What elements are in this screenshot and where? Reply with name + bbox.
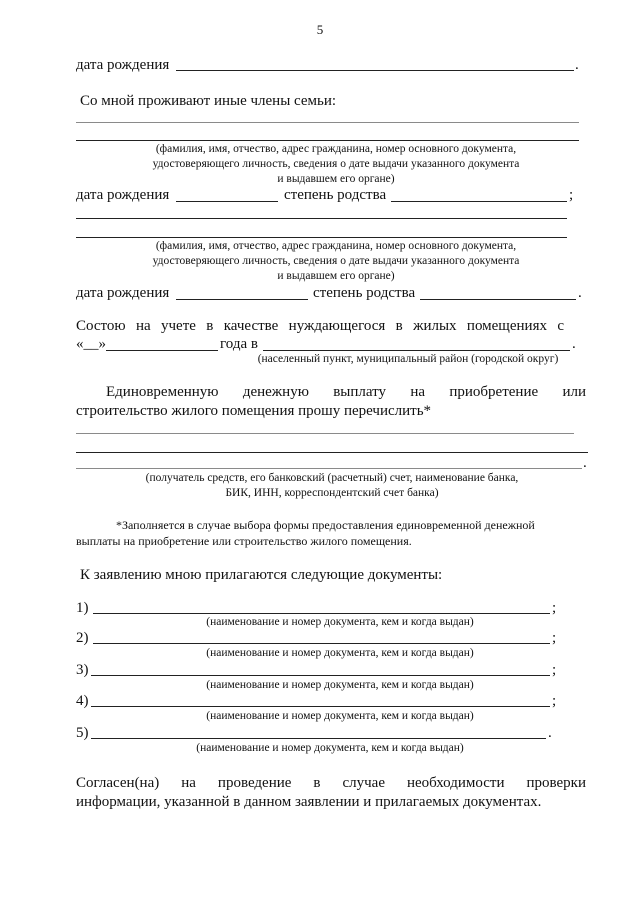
- member-2-kinship-field[interactable]: [420, 299, 576, 300]
- family-member-1-line-a[interactable]: [76, 122, 579, 123]
- member-2-birth-field[interactable]: [176, 299, 308, 300]
- page-number: 5: [316, 22, 324, 37]
- payment-recipient-line-c[interactable]: [76, 468, 582, 469]
- family-caption-line: удостоверяющего личность, сведения о дате выдачи указанного документа: [152, 158, 520, 170]
- punct-semicolon: ;: [552, 662, 557, 678]
- payment-line-1: Единовременную денежную выплату на приобретение или: [106, 384, 586, 400]
- punct-period: .: [572, 336, 576, 352]
- registration-year-text: года в: [220, 336, 258, 352]
- document-caption: (наименование и номер документа, кем и когда выдан): [206, 647, 474, 659]
- family-caption-line: и выдавшем его органе): [277, 270, 395, 282]
- family-caption-line: (фамилия, имя, отчество, адрес гражданина, номер основного документа,: [155, 143, 517, 155]
- punct-semicolon: ;: [569, 187, 574, 203]
- document-number: 4): [76, 693, 89, 709]
- footnote-line-1: *Заполняется в случае выбора формы предоставления единовременной денежной: [116, 518, 535, 532]
- registration-date-prefix: «__»: [76, 336, 106, 352]
- payment-caption-line-2: БИК, ИНН, корреспондентский счет банка): [225, 487, 439, 499]
- payment-recipient-line-a[interactable]: [76, 433, 574, 434]
- document-caption: (наименование и номер документа, кем и когда выдан): [196, 742, 464, 754]
- consent-line-2: информации, указанной в данном заявлении и прилагаемых документах.: [76, 794, 542, 810]
- document-4-field[interactable]: [91, 706, 550, 707]
- document-5-field[interactable]: [91, 738, 546, 739]
- payment-recipient-line-b[interactable]: [76, 452, 588, 453]
- consent-line-1: Согласен(на) на проведение в случае необходимости проверки: [76, 775, 586, 791]
- document-number: 2): [76, 630, 89, 646]
- registration-caption: (населенный пункт, муниципальный район (городской округ): [257, 353, 559, 365]
- birth-date-label: дата рождения: [76, 57, 170, 73]
- family-member-1-line-b[interactable]: [76, 140, 579, 141]
- member-2-kinship-label: степень родства: [313, 285, 416, 301]
- registration-place-field[interactable]: [263, 350, 570, 351]
- punct-semicolon: ;: [552, 630, 557, 646]
- document-caption: (наименование и номер документа, кем и когда выдан): [206, 616, 474, 628]
- document-number: 1): [76, 600, 89, 616]
- document-2-field[interactable]: [93, 643, 550, 644]
- document-caption: (наименование и номер документа, кем и когда выдан): [206, 710, 474, 722]
- family-member-2-line-a[interactable]: [76, 218, 567, 219]
- family-caption-line: удостоверяющего личность, сведения о дате выдачи указанного документа: [152, 255, 520, 267]
- document-number: 5): [76, 725, 89, 741]
- family-member-2-line-b[interactable]: [76, 237, 567, 238]
- payment-caption-line-1: (получатель средств, его банковский (расчетный) счет, наименование банка,: [145, 472, 519, 484]
- birth-date-field[interactable]: [176, 70, 574, 71]
- member-1-birth-label: дата рождения: [76, 187, 170, 203]
- member-1-kinship-field[interactable]: [391, 201, 567, 202]
- family-heading: Со мной проживают иные члены семьи:: [80, 93, 337, 109]
- family-caption-line: и выдавшем его органе): [277, 173, 395, 185]
- member-1-birth-field[interactable]: [176, 201, 278, 202]
- punct-period: .: [578, 285, 582, 301]
- document-caption: (наименование и номер документа, кем и когда выдан): [206, 679, 474, 691]
- member-1-kinship-label: степень родства: [284, 187, 387, 203]
- member-2-birth-label: дата рождения: [76, 285, 170, 301]
- document-number: 3): [76, 662, 89, 678]
- documents-heading: К заявлению мною прилагаются следующие документы:: [80, 567, 443, 583]
- punct-semicolon: ;: [552, 693, 557, 709]
- document-3-field[interactable]: [91, 675, 550, 676]
- punct-period: .: [583, 455, 587, 471]
- registration-year-field[interactable]: [106, 350, 218, 351]
- family-caption-line: (фамилия, имя, отчество, адрес гражданина, номер основного документа,: [155, 240, 517, 252]
- punct-period: .: [575, 57, 579, 73]
- footnote-line-2: выплаты на приобретение или строительство жилого помещения.: [76, 534, 412, 548]
- punct-semicolon: ;: [552, 600, 557, 616]
- registration-line-1: Состою на учете в качестве нуждающегося в жилых помещениях с: [76, 318, 564, 334]
- payment-line-2: строительство жилого помещения прошу перечислить*: [76, 403, 432, 419]
- document-1-field[interactable]: [93, 613, 550, 614]
- punct-period: .: [548, 725, 552, 741]
